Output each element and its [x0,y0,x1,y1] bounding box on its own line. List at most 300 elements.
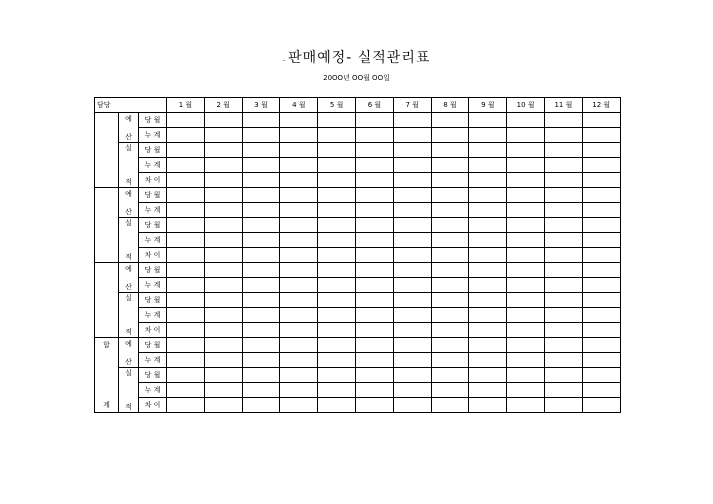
value-cell[interactable] [356,278,394,293]
document-title [0,47,713,67]
value-cell[interactable] [507,143,545,158]
value-cell[interactable] [204,323,242,338]
value-cell[interactable] [393,308,431,323]
value-cell[interactable] [469,338,507,353]
actual-label-bottom: 적 [125,178,132,186]
title-text: 판매예정- 실적관리표 [288,50,431,66]
value-cell[interactable] [204,128,242,143]
value-cell[interactable] [582,113,620,128]
value-cell[interactable] [393,218,431,233]
value-cell[interactable] [469,248,507,263]
value-cell[interactable] [469,113,507,128]
value-cell[interactable] [431,188,469,203]
value-cell[interactable] [167,188,205,203]
value-cell[interactable] [318,248,356,263]
value-cell[interactable] [318,203,356,218]
value-cell[interactable] [469,368,507,383]
row-label: 누 계 [139,128,167,143]
value-cell[interactable] [204,218,242,233]
value-cell[interactable] [242,143,280,158]
value-cell[interactable] [167,248,205,263]
value-cell[interactable] [356,398,394,413]
row-label: 당 월 [139,263,167,278]
value-cell[interactable] [356,218,394,233]
value-cell[interactable] [242,128,280,143]
value-cell[interactable] [318,233,356,248]
value-cell[interactable] [356,113,394,128]
value-cell[interactable] [204,173,242,188]
value-cell[interactable] [280,233,318,248]
value-cell[interactable] [242,263,280,278]
value-cell[interactable] [242,173,280,188]
value-cell[interactable] [204,338,242,353]
value-cell[interactable] [393,188,431,203]
value-cell[interactable] [167,233,205,248]
value-cell[interactable] [431,248,469,263]
value-cell[interactable] [318,338,356,353]
actual-label-cell [119,143,139,188]
value-cell[interactable] [242,308,280,323]
value-cell[interactable] [431,398,469,413]
value-cell[interactable] [167,398,205,413]
total-label-bottom: 계 [103,401,110,409]
value-cell[interactable] [545,368,583,383]
budget-label-top: 예 [125,114,132,123]
value-cell[interactable] [507,263,545,278]
budget-label-bottom: 산 [125,132,132,141]
value-cell[interactable] [431,203,469,218]
row-label: 차 이 [139,248,167,263]
value-cell[interactable] [318,308,356,323]
actual-label-bottom: 적 [125,403,132,411]
value-cell[interactable] [318,173,356,188]
value-cell[interactable] [167,263,205,278]
value-cell[interactable] [431,383,469,398]
value-cell[interactable] [356,203,394,218]
value-cell[interactable] [280,398,318,413]
value-cell[interactable] [469,143,507,158]
value-cell[interactable] [582,338,620,353]
value-cell[interactable] [469,398,507,413]
table-row [95,263,621,278]
value-cell[interactable] [582,383,620,398]
value-cell[interactable] [393,128,431,143]
value-cell[interactable] [204,233,242,248]
value-cell[interactable] [167,113,205,128]
table-row [95,203,621,218]
value-cell[interactable] [204,143,242,158]
value-cell[interactable] [393,173,431,188]
value-cell[interactable] [318,218,356,233]
value-cell[interactable] [582,188,620,203]
value-cell[interactable] [431,353,469,368]
value-cell[interactable] [582,143,620,158]
value-cell[interactable] [393,233,431,248]
table-row [95,338,621,353]
value-cell[interactable] [356,188,394,203]
value-cell[interactable] [469,263,507,278]
table-row [95,308,621,323]
actual-label-top: 실 [125,219,132,227]
row-label: 당 월 [139,338,167,353]
value-cell[interactable] [356,323,394,338]
row-label: 당 월 [139,218,167,233]
value-cell[interactable] [507,233,545,248]
value-cell[interactable] [545,248,583,263]
value-cell[interactable] [582,248,620,263]
value-cell[interactable] [393,398,431,413]
value-cell[interactable] [545,398,583,413]
value-cell[interactable] [242,323,280,338]
value-cell[interactable] [280,278,318,293]
value-cell[interactable] [356,173,394,188]
value-cell[interactable] [242,233,280,248]
sales-plan-table [94,97,621,413]
value-cell[interactable] [356,338,394,353]
value-cell[interactable] [507,293,545,308]
value-cell[interactable] [318,263,356,278]
value-cell[interactable] [280,368,318,383]
budget-label-bottom: 산 [125,282,132,291]
value-cell[interactable] [545,278,583,293]
budget-label-top: 예 [125,189,132,198]
value-cell[interactable] [507,158,545,173]
month-header: 5 월 [318,98,356,113]
value-cell[interactable] [431,173,469,188]
manager-cell[interactable] [95,188,119,263]
value-cell[interactable] [507,338,545,353]
value-cell[interactable] [167,308,205,323]
table-row [95,218,621,233]
value-cell[interactable] [393,113,431,128]
value-cell[interactable] [356,383,394,398]
value-cell[interactable] [280,173,318,188]
value-cell[interactable] [431,158,469,173]
value-cell[interactable] [167,158,205,173]
value-cell[interactable] [167,293,205,308]
value-cell[interactable] [242,218,280,233]
month-header: 4 월 [280,98,318,113]
header-row [95,98,621,113]
value-cell[interactable] [167,218,205,233]
value-cell[interactable] [582,218,620,233]
value-cell[interactable] [318,383,356,398]
value-cell[interactable] [242,293,280,308]
month-header: 10 월 [507,98,545,113]
value-cell[interactable] [469,203,507,218]
value-cell[interactable] [356,353,394,368]
total-label-top: 합 [103,341,110,349]
value-cell[interactable] [167,368,205,383]
value-cell[interactable] [356,248,394,263]
value-cell[interactable] [204,293,242,308]
value-cell[interactable] [204,188,242,203]
value-cell[interactable] [545,143,583,158]
value-cell[interactable] [242,188,280,203]
value-cell[interactable] [582,203,620,218]
value-cell[interactable] [545,233,583,248]
value-cell[interactable] [545,338,583,353]
value-cell[interactable] [582,128,620,143]
value-cell[interactable] [431,218,469,233]
manager-cell[interactable] [95,113,119,188]
value-cell[interactable] [469,233,507,248]
actual-label-cell [119,293,139,338]
actual-label-top: 실 [125,144,132,152]
value-cell[interactable] [318,143,356,158]
value-cell[interactable] [469,383,507,398]
value-cell[interactable] [280,308,318,323]
value-cell[interactable] [393,203,431,218]
value-cell[interactable] [393,338,431,353]
value-cell[interactable] [469,278,507,293]
value-cell[interactable] [431,323,469,338]
value-cell[interactable] [242,203,280,218]
value-cell[interactable] [545,308,583,323]
value-cell[interactable] [582,293,620,308]
value-cell[interactable] [507,188,545,203]
value-cell[interactable] [167,203,205,218]
value-cell[interactable] [545,188,583,203]
value-cell[interactable] [318,188,356,203]
value-cell[interactable] [582,368,620,383]
value-cell[interactable] [469,353,507,368]
value-cell[interactable] [167,143,205,158]
value-cell[interactable] [280,218,318,233]
value-cell[interactable] [507,323,545,338]
table-row [95,158,621,173]
value-cell[interactable] [507,353,545,368]
value-cell[interactable] [204,113,242,128]
value-cell[interactable] [469,173,507,188]
value-cell[interactable] [280,293,318,308]
value-cell[interactable] [242,398,280,413]
value-cell[interactable] [545,323,583,338]
value-cell[interactable] [545,383,583,398]
value-cell[interactable] [167,383,205,398]
value-cell[interactable] [204,398,242,413]
value-cell[interactable] [582,233,620,248]
value-cell[interactable] [469,158,507,173]
value-cell[interactable] [280,128,318,143]
row-label: 누 계 [139,278,167,293]
value-cell[interactable] [393,368,431,383]
value-cell[interactable] [507,203,545,218]
value-cell[interactable] [431,278,469,293]
value-cell[interactable] [469,308,507,323]
value-cell[interactable] [507,173,545,188]
value-cell[interactable] [393,278,431,293]
manager-cell[interactable] [95,263,119,338]
value-cell[interactable] [204,368,242,383]
value-cell[interactable] [318,398,356,413]
value-cell[interactable] [545,128,583,143]
value-cell[interactable] [280,353,318,368]
value-cell[interactable] [280,338,318,353]
value-cell[interactable] [393,293,431,308]
actual-label-top: 실 [125,369,132,377]
value-cell[interactable] [356,143,394,158]
value-cell[interactable] [507,248,545,263]
budget-label-cell [119,113,139,143]
value-cell[interactable] [356,293,394,308]
value-cell[interactable] [507,218,545,233]
value-cell[interactable] [204,263,242,278]
row-label: 누 계 [139,353,167,368]
value-cell[interactable] [545,203,583,218]
value-cell[interactable] [431,128,469,143]
row-label: 당 월 [139,143,167,158]
value-cell[interactable] [204,308,242,323]
value-cell[interactable] [318,368,356,383]
value-cell[interactable] [280,323,318,338]
value-cell[interactable] [393,353,431,368]
value-cell[interactable] [431,308,469,323]
value-cell[interactable] [507,128,545,143]
value-cell[interactable] [507,383,545,398]
value-cell[interactable] [545,218,583,233]
table-row [95,233,621,248]
table-row [95,368,621,383]
value-cell[interactable] [242,353,280,368]
value-cell[interactable] [507,308,545,323]
table-row [95,128,621,143]
value-cell[interactable] [167,128,205,143]
value-cell[interactable] [280,383,318,398]
value-cell[interactable] [242,368,280,383]
value-cell[interactable] [545,113,583,128]
value-cell[interactable] [582,308,620,323]
value-cell[interactable] [204,158,242,173]
value-cell[interactable] [582,278,620,293]
value-cell[interactable] [469,188,507,203]
value-cell[interactable] [280,263,318,278]
value-cell[interactable] [242,248,280,263]
table-row [95,278,621,293]
actual-label-bottom: 적 [125,253,132,261]
actual-label-top: 실 [125,294,132,302]
value-cell[interactable] [431,293,469,308]
value-cell[interactable] [393,248,431,263]
value-cell[interactable] [204,278,242,293]
value-cell[interactable] [393,323,431,338]
value-cell[interactable] [318,293,356,308]
month-header: 3 월 [242,98,280,113]
value-cell[interactable] [469,128,507,143]
value-cell[interactable] [204,203,242,218]
value-cell[interactable] [318,278,356,293]
row-label: 누 계 [139,203,167,218]
value-cell[interactable] [356,308,394,323]
value-cell[interactable] [545,263,583,278]
value-cell[interactable] [242,383,280,398]
value-cell[interactable] [318,128,356,143]
month-header: 7 월 [393,98,431,113]
value-cell[interactable] [280,113,318,128]
value-cell[interactable] [356,233,394,248]
value-cell[interactable] [280,188,318,203]
value-cell[interactable] [242,113,280,128]
row-label: 차 이 [139,398,167,413]
budget-label-bottom: 산 [125,357,132,366]
value-cell[interactable] [545,173,583,188]
value-cell[interactable] [167,353,205,368]
value-cell[interactable] [582,158,620,173]
value-cell[interactable] [507,113,545,128]
value-cell[interactable] [280,248,318,263]
value-cell[interactable] [167,323,205,338]
value-cell[interactable] [242,278,280,293]
value-cell[interactable] [318,353,356,368]
table-row [95,113,621,128]
value-cell[interactable] [507,278,545,293]
value-cell[interactable] [393,143,431,158]
table-row [95,323,621,338]
value-cell[interactable] [167,278,205,293]
value-cell[interactable] [469,323,507,338]
value-cell[interactable] [393,158,431,173]
value-cell[interactable] [545,353,583,368]
value-cell[interactable] [582,323,620,338]
value-cell[interactable] [280,203,318,218]
table-row [95,293,621,308]
value-cell[interactable] [242,158,280,173]
value-cell[interactable] [507,368,545,383]
value-cell[interactable] [507,398,545,413]
row-label: 당 월 [139,188,167,203]
value-cell[interactable] [431,233,469,248]
value-cell[interactable] [582,173,620,188]
value-cell[interactable] [582,353,620,368]
row-label: 차 이 [139,173,167,188]
value-cell[interactable] [356,263,394,278]
value-cell[interactable] [318,113,356,128]
table-row [95,188,621,203]
value-cell[interactable] [393,263,431,278]
value-cell[interactable] [469,293,507,308]
value-cell[interactable] [431,113,469,128]
value-cell[interactable] [280,143,318,158]
value-cell[interactable] [280,158,318,173]
value-cell[interactable] [356,368,394,383]
value-cell[interactable] [204,353,242,368]
value-cell[interactable] [545,158,583,173]
value-cell[interactable] [204,383,242,398]
value-cell[interactable] [204,248,242,263]
value-cell[interactable] [431,143,469,158]
table-row [95,383,621,398]
budget-label-cell [119,263,139,293]
value-cell[interactable] [431,263,469,278]
value-cell[interactable] [545,293,583,308]
value-cell[interactable] [356,158,394,173]
value-cell[interactable] [167,173,205,188]
value-cell[interactable] [582,398,620,413]
value-cell[interactable] [431,368,469,383]
value-cell[interactable] [469,218,507,233]
value-cell[interactable] [582,263,620,278]
value-cell[interactable] [167,338,205,353]
value-cell[interactable] [242,338,280,353]
value-cell[interactable] [318,323,356,338]
total-group-cell[interactable] [95,338,119,413]
value-cell[interactable] [318,158,356,173]
table-row [95,248,621,263]
value-cell[interactable] [393,383,431,398]
value-cell[interactable] [431,338,469,353]
budget-label-bottom: 산 [125,207,132,216]
value-cell[interactable] [356,128,394,143]
